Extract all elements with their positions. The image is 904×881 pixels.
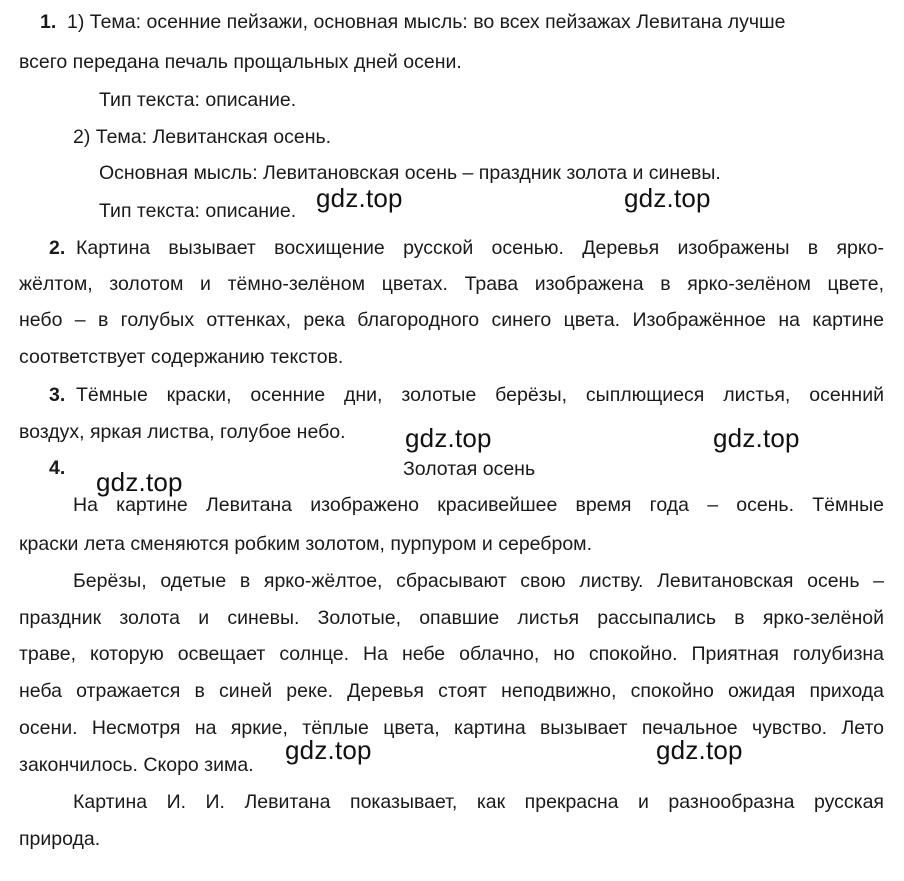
- section1-text-type-2: Тип текста: описание.: [99, 200, 297, 222]
- essay-p1-line2: краски лета сменяются робким золотом, пурпуром и серебром.: [19, 533, 592, 555]
- essay-p2-line3: траве, которую освещает солнце. На небе облачно, но спокойно. Приятная голубизна: [19, 643, 884, 665]
- essay-p3-line2: природа.: [19, 828, 101, 850]
- watermark: gdz.top: [405, 423, 492, 453]
- essay-p2-line4: неба отражается в синей реке. Деревья стоят неподвижно, спокойно ожидая прихода: [19, 680, 884, 702]
- section1-theme2: 2) Тема: Левитанская осень.: [73, 126, 332, 148]
- watermark: gdz.top: [316, 183, 403, 213]
- section2-line1: Картина вызывает восхищение русской осенью. Деревья изображены в ярко-: [76, 237, 884, 259]
- essay-p2-line5: осени. Несмотря на яркие, тёплые цвета, картина вызывает печальное чувство. Лето: [19, 717, 884, 739]
- watermark: gdz.top: [96, 467, 183, 497]
- section1-line2: всего передана печаль прощальных дней осени.: [19, 51, 462, 73]
- essay-title: Золотая осень: [403, 458, 536, 480]
- section1-line1: 1) Тема: осенние пейзажи, основная мысль: во всех пейзажах Левитана лучше: [67, 11, 786, 33]
- watermark: gdz.top: [656, 735, 743, 765]
- section1-text-type: Тип текста: описание.: [99, 89, 297, 111]
- watermark: gdz.top: [285, 735, 372, 765]
- section2-line2: жёлтом, золотом и тёмно-зелёном цветах. Трава изображена в ярко-зелёном цвете,: [19, 273, 884, 295]
- essay-p2-line1: Берёзы, одетые в ярко-жёлтое, сбрасывают свою листву. Левитановская осень –: [73, 570, 884, 592]
- watermark: gdz.top: [713, 423, 800, 453]
- watermark: gdz.top: [624, 183, 711, 213]
- item-number-1: 1.: [40, 11, 57, 33]
- item-number-4: 4.: [49, 457, 66, 479]
- essay-p2-line6: закончилось. Скоро зима.: [19, 754, 254, 776]
- section3-line1: Тёмные краски, осенние дни, золотые берёзы, сыплющиеся листья, осенний: [76, 384, 884, 406]
- section2-line3: небо – в голубых оттенках, река благородного синего цвета. Изображённое на картине: [19, 309, 884, 331]
- item-number-3: 3.: [49, 384, 66, 406]
- essay-p3-line1: Картина И. И. Левитана показывает, как прекрасна и разнообразна русская: [73, 791, 884, 813]
- section2-line4: соответствует содержанию текстов.: [19, 346, 344, 368]
- item-number-2: 2.: [49, 237, 66, 259]
- section3-line2: воздух, яркая листва, голубое небо.: [19, 421, 346, 443]
- section1-main-idea: Основная мысль: Левитановская осень – праздник золота и синевы.: [99, 162, 721, 184]
- essay-p1-line1: На картине Левитана изображено красивейшее время года – осень. Тёмные: [73, 494, 884, 516]
- essay-p2-line2: праздник золота и синевы. Золотые, опавшие листья рассыпались в ярко-зелёной: [19, 607, 884, 629]
